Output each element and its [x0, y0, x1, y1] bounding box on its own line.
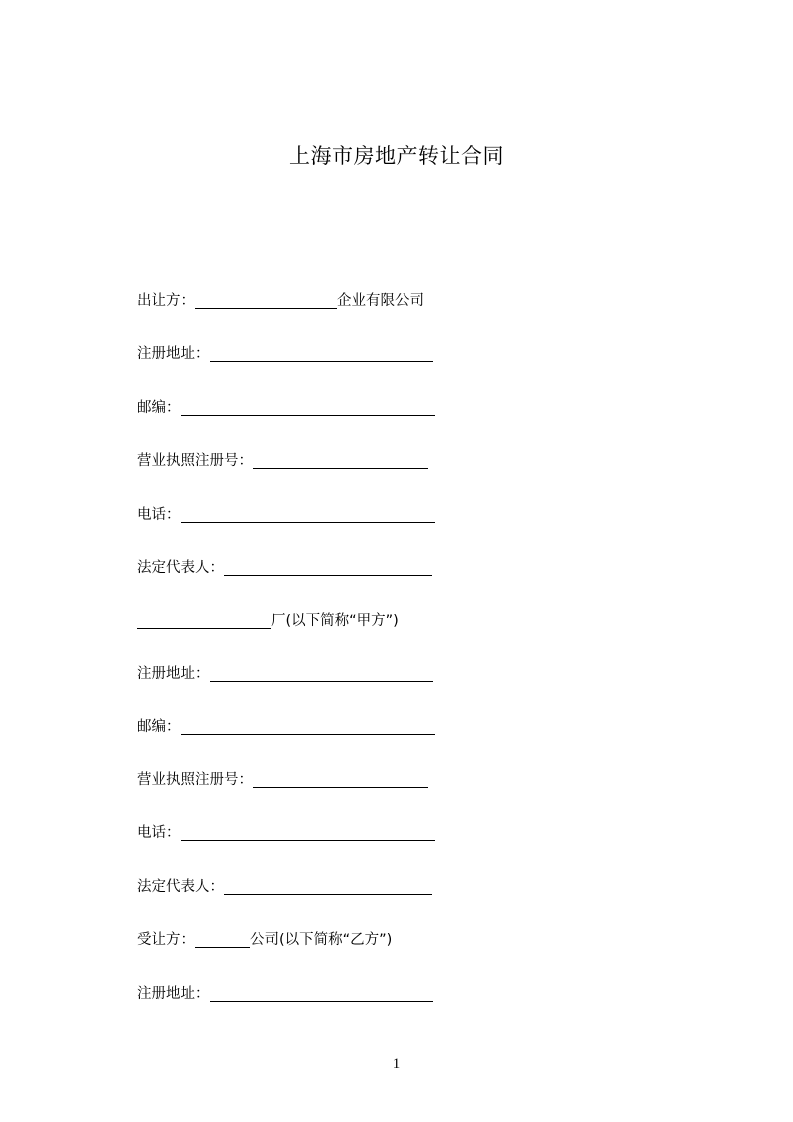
factory-postcode-label: 邮编：: [137, 719, 181, 735]
transferee-address-label: 注册地址：: [137, 986, 210, 1002]
factory-phone-blank[interactable]: [181, 825, 435, 841]
factory-suffix: 厂(以下简称“甲方”): [271, 613, 399, 629]
factory-address-line: [137, 663, 433, 685]
factory-postcode-blank[interactable]: [181, 719, 435, 735]
transferor-postcode-line: [137, 397, 435, 419]
transferor-address-line: [137, 343, 433, 365]
factory-address-label: 注册地址：: [137, 666, 210, 682]
factory-name-line: [137, 610, 399, 632]
transferor-license-line: [137, 450, 428, 472]
transferee-address-line: [137, 983, 433, 1005]
factory-phone-line: [137, 822, 435, 844]
transferor-phone-label: 电话：: [137, 507, 181, 523]
factory-name-blank[interactable]: [137, 613, 271, 629]
transferor-label: 出让方：: [137, 293, 195, 309]
transferor-suffix: 企业有限公司: [337, 293, 424, 309]
transferee-name-blank[interactable]: [195, 932, 250, 948]
transferor-name-blank[interactable]: [195, 293, 337, 309]
transferor-phone-blank[interactable]: [181, 507, 435, 523]
transferor-phone-line: [137, 504, 435, 526]
transferor-legal-rep-blank[interactable]: [224, 560, 432, 576]
factory-address-blank[interactable]: [210, 666, 433, 682]
factory-license-label: 营业执照注册号：: [137, 772, 253, 788]
factory-phone-label: 电话：: [137, 825, 181, 841]
factory-legal-rep-blank[interactable]: [224, 879, 432, 895]
transferee-address-blank[interactable]: [210, 986, 433, 1002]
transferee-label: 受让方：: [137, 932, 195, 948]
transferor-address-blank[interactable]: [210, 346, 433, 362]
transferor-legal-rep-line: [137, 557, 432, 579]
factory-postcode-line: [137, 716, 435, 738]
factory-legal-rep-label: 法定代表人：: [137, 879, 224, 895]
transferor-license-blank[interactable]: [253, 453, 428, 469]
transferor-license-label: 营业执照注册号：: [137, 453, 253, 469]
transferee-suffix: 公司(以下简称“乙方”): [250, 932, 393, 948]
transferor-name-line: [137, 290, 424, 312]
transferor-postcode-blank[interactable]: [181, 400, 435, 416]
factory-license-blank[interactable]: [253, 772, 428, 788]
factory-legal-rep-line: [137, 876, 432, 898]
page-number: 1: [392, 1056, 401, 1072]
transferor-postcode-label: 邮编：: [137, 400, 181, 416]
transferor-legal-rep-label: 法定代表人：: [137, 560, 224, 576]
transferor-address-label: 注册地址：: [137, 346, 210, 362]
transferee-name-line: [137, 929, 392, 951]
document-title: 上海市房地产转让合同: [289, 144, 504, 168]
factory-license-line: [137, 769, 428, 791]
